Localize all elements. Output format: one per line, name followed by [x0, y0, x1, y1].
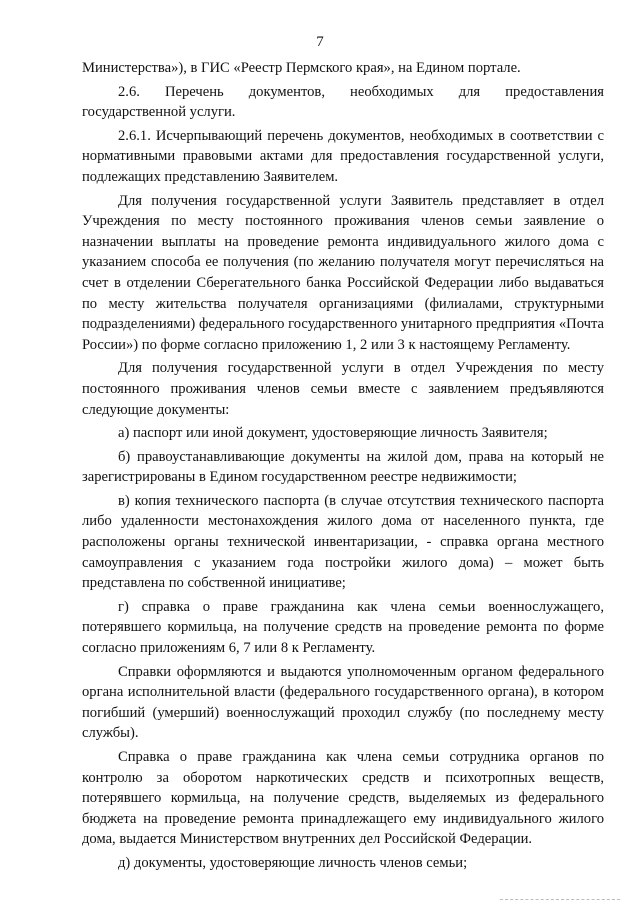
section-2-6-heading: 2.6. Перечень документов, необходимых для предоставления государственной услуги. — [82, 83, 604, 121]
scan-edge-line — [500, 899, 620, 900]
page-number: 7 — [316, 34, 324, 50]
list-item-g: г) справка о праве гражданина как члена семьи военнослужащего, потерявшего кормильца, на получение средств на проведение ремонта по форме согласно приложениям 6, 7 или 8 к Регламенту. — [82, 598, 604, 657]
list-item-d: д) документы, удостоверяющие личность членов семьи; — [118, 854, 468, 871]
section-2-6-1-heading: 2.6.1. Исчерпывающий перечень документов, необходимых в соответствии с нормативными правовыми актами для предоставления государственной услуги, подлежащих представлению Заявителем. — [82, 127, 604, 185]
list-item-v: в) копия технического паспорта (в случае отсутствия технического паспорта либо удаленности местонахождения жилого дома от населенного пункта, где расположены органы технической инвентаризации, - справка органа местного самоуправления с указанием года постройки жилого дома) – может быть представлена по собственной инициативе; — [82, 492, 604, 592]
paragraph-certificates: Справки оформляются и выдаются уполномоченным органом федерального органа исполнительной власти (федерального государственного органа), в котором погибший (умерший) военнослужащий проходил службу (по последнему месту службы). — [82, 663, 604, 742]
paragraph-documents-intro: Для получения государственной услуги в отдел Учреждения по месту постоянного проживания членов семьи вместе с заявлением предъявляются следующие документы: — [82, 360, 604, 418]
paragraph-narcotics-certificate: Справка о праве гражданина как члена семьи сотрудника органов по контролю за оборотом наркотических средств и психотропных веществ, потерявшего кормильца, на получение средств, выделяемых из федерального бюджета на проведение ремонта принадлежащего ему индивидуального жилого дома, выдается Министерством внутренних дел Российской Федерации. — [82, 749, 604, 848]
document-body — [82, 58, 604, 877]
paragraph-continuation: Министерства»), в ГИС «Реестр Пермского края», на Едином портале. — [82, 60, 521, 76]
list-item-b: б) правоустанавливающие документы на жилой дом, права на который не зарегистрированы в Едином государственном реестре недвижимости; — [82, 448, 604, 486]
list-item-a: а) паспорт или иной документ, удостоверяющие личность Заявителя; — [118, 425, 548, 442]
paragraph-application: Для получения государственной услуги Заявитель представляет в отдел Учреждения по месту постоянного проживания членов семьи заявление о назначении выплаты на проведение ремонта индивидуального жилого дома с указанием способа ее получения (по желанию получателя могут перечисляться на счет в отделении Сберегательного банка Российской Федерации либо выдаваться по месту жительства получателя организациями (филиалами, структурными подразделениями) федерального государственного унитарного предприятия «Почта России») по форме согласно приложению 1, 2 или 3 к настоящему Регламенту. — [82, 192, 604, 353]
